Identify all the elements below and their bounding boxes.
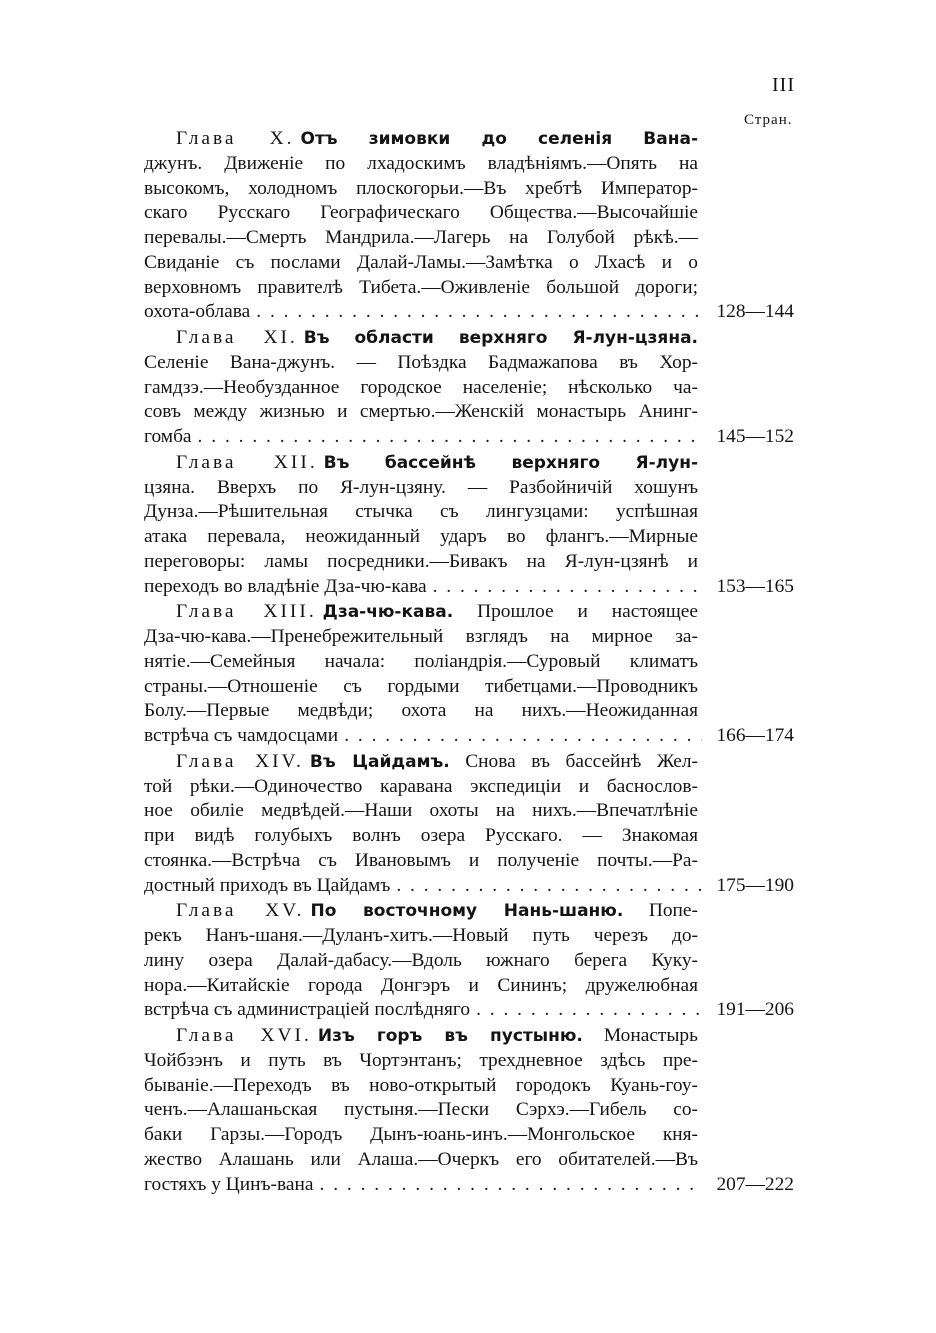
entry-last-line — [144, 425, 794, 450]
entry-line: переходъ во владѣніе Дза-чю-кава — [144, 575, 427, 597]
entry-last-line — [144, 300, 794, 325]
entry-heading-line — [144, 750, 698, 775]
entry-heading-line — [144, 1024, 698, 1049]
entry-heading-line — [144, 127, 698, 152]
entry-line: Селеніе Вана-джунъ. — Поѣздка Бадмажапова въ Хор- — [144, 351, 698, 373]
page-range: 191—206 — [716, 999, 794, 1021]
entry-line: Болу.—Первые медвѣди; охота на нихъ.—Неожиданная — [144, 700, 698, 722]
chapter-title: Въ бассейнѣ верхняго Я-лун- — [323, 452, 698, 473]
chapter-label: Глава XV. — [176, 900, 305, 922]
chapter-title: По восточному Нань-шаню. — [310, 901, 624, 922]
entry-line: цзяна. Вверхъ по Я-лун-цзяну. — Разбойничій хошунъ — [144, 476, 698, 498]
chapter-label: Глава XIV. — [176, 750, 304, 772]
entry-line: ченъ.—Алашаньская пустыня.—Пески Сэрхэ.—Гибель со- — [144, 1099, 698, 1121]
page-range: 207—222 — [716, 1173, 794, 1195]
table-of-contents — [144, 127, 794, 1197]
entry-heading-line — [144, 600, 698, 625]
entry-line: Свиданіе съ послами Далай-Ламы.—Замѣтка о Лхасѣ и о — [144, 251, 698, 273]
entry-line: скаго Русскаго Географическаго Общества.—Высочайшіе — [144, 202, 698, 224]
page-number: III — [772, 74, 795, 96]
page-range: 153—165 — [716, 575, 794, 597]
entry-line: джунъ. Движеніе по лхадоскимъ владѣніямъ.—Опять на — [144, 152, 698, 174]
chapter-label: Глава XIII. — [176, 601, 317, 623]
entry-last-line — [144, 575, 794, 600]
dot-leader — [256, 300, 702, 325]
entry-line: достный приходъ въ Цайдамъ — [144, 874, 391, 896]
entry-line: гостяхъ у Цинъ-вана — [144, 1173, 314, 1195]
entry-line: Монастырь — [603, 1025, 698, 1046]
entry-line: гамдзэ.—Необузданное городское населеніе; нѣсколько ча- — [144, 376, 698, 398]
chapter-label: Глава XVI. — [176, 1025, 312, 1046]
entry-line: Снова въ бассейнѣ Жел- — [465, 750, 698, 772]
chapter-title: Изъ горъ въ пустыню. — [317, 1026, 583, 1046]
entry-line: встрѣча съ чамдосцами — [144, 725, 339, 746]
entry-line: рекъ Нанъ-шаня.—Дуланъ-хитъ.—Новый путь черезъ до- — [144, 925, 698, 946]
entry-last-line — [144, 1173, 794, 1198]
chapter-title: Отъ зимовки до селенія Вана- — [300, 129, 698, 149]
page-range: 145—152 — [716, 426, 794, 447]
entry-heading-line — [144, 899, 698, 924]
chapter-title: Въ области верхняго Я-лун-цзяна. — [303, 328, 698, 348]
toc-entry-chapter-xii — [144, 451, 794, 600]
entry-last-line — [144, 998, 794, 1023]
chapter-label: Глава X. — [176, 128, 295, 149]
entry-line: той рѣки.—Одиночество каравана экспедиціи и баснослов- — [144, 775, 698, 797]
entry-line: совъ между жизнью и смертью.—Женскій монастырь Анинг- — [144, 401, 698, 423]
page-range: 128—144 — [716, 301, 794, 323]
entry-line: гомба — [144, 426, 192, 447]
entry-line: встрѣча съ администраціей послѣдняго — [144, 999, 471, 1021]
entry-line: страны.—Отношеніе съ гордыми тибетцами.—Проводникъ — [144, 675, 698, 697]
dot-leader — [433, 575, 702, 600]
entry-line: жество Алашань или Алаша.—Очеркъ его обитателей.—Въ — [144, 1148, 698, 1170]
dot-leader — [198, 425, 702, 450]
entry-line: нятіе.—Семейныя начала: поліандрія.—Суровый климатъ — [144, 650, 698, 672]
entry-line: при видѣ голубыхъ волнъ озера Русскаго. — Знакомая — [144, 825, 698, 846]
entry-last-line — [144, 724, 794, 749]
chapter-label: Глава XII. — [176, 451, 318, 473]
entry-line: охота-облава — [144, 301, 251, 323]
entry-line: переговоры: ламы посредники.—Бивакъ на Я-лун-цзянѣ и — [144, 550, 698, 572]
entry-line: бываніе.—Переходъ въ ново-открытый городокъ Куань-гоу- — [144, 1074, 698, 1096]
entry-line: лину озера Далай-дабасу.—Вдоль южнаго берега Куку- — [144, 949, 698, 971]
entry-last-line — [144, 874, 794, 899]
entry-line: верховномъ правителѣ Тибета.—Оживленіе большой дороги; — [144, 276, 698, 298]
dot-leader — [396, 874, 702, 899]
chapter-label: Глава XI. — [176, 327, 298, 348]
entry-line: стоянка.—Встрѣча съ Ивановымъ и полученіе почты.—Ра- — [144, 849, 698, 871]
toc-entry-chapter-xiv — [144, 750, 794, 899]
toc-entry-chapter-xv — [144, 899, 794, 1023]
dot-leader — [344, 724, 702, 749]
entry-line: баки Гарзы.—Городъ Дынъ-юань-инъ.—Монгольское кня- — [144, 1124, 698, 1145]
entry-heading-line — [144, 326, 698, 351]
toc-entry-chapter-xiii — [144, 600, 794, 749]
entry-line: Прошлое и настоящее — [477, 601, 698, 623]
entry-line: Попе- — [648, 900, 698, 922]
dot-leader — [320, 1173, 703, 1198]
toc-entry-chapter-x — [144, 127, 794, 325]
entry-heading-line — [144, 451, 698, 476]
page-range: 166—174 — [716, 725, 794, 746]
entry-line: Дунза.—Рѣшительная стычка съ лингузцами: успѣшная — [144, 501, 698, 523]
pages-column-label: Стран. — [744, 112, 793, 128]
entry-line: перевалы.—Смерть Мандрила.—Лагерь на Голубой рѣкѣ.— — [144, 227, 698, 248]
entry-line: нора.—Китайскіе города Донгэръ и Сининъ; дружелюбная — [144, 974, 698, 996]
chapter-title: Въ Цайдамъ. — [309, 751, 450, 772]
entry-line: атака перевала, неожиданный ударъ во флангъ.—Мирные — [144, 526, 698, 547]
toc-entry-chapter-xi — [144, 326, 794, 450]
entry-line: Чойбзэнъ и путь въ Чортэнтанъ; трехдневное здѣсь пре- — [144, 1049, 698, 1071]
dot-leader — [476, 998, 702, 1023]
entry-line: высокомъ, холодномъ плоскогорьи.—Въ хребтѣ Император- — [144, 177, 698, 199]
toc-entry-chapter-xvi — [144, 1024, 794, 1197]
page-range: 175—190 — [716, 874, 794, 896]
chapter-title: Дза-чю-кава. — [322, 602, 454, 623]
entry-line: ное обиліе медвѣдей.—Наши охоты на нихъ.—Впечатлѣніе — [144, 800, 698, 822]
entry-line: Дза-чю-кава.—Пренебрежительный взглядъ на мирное за- — [144, 626, 698, 647]
